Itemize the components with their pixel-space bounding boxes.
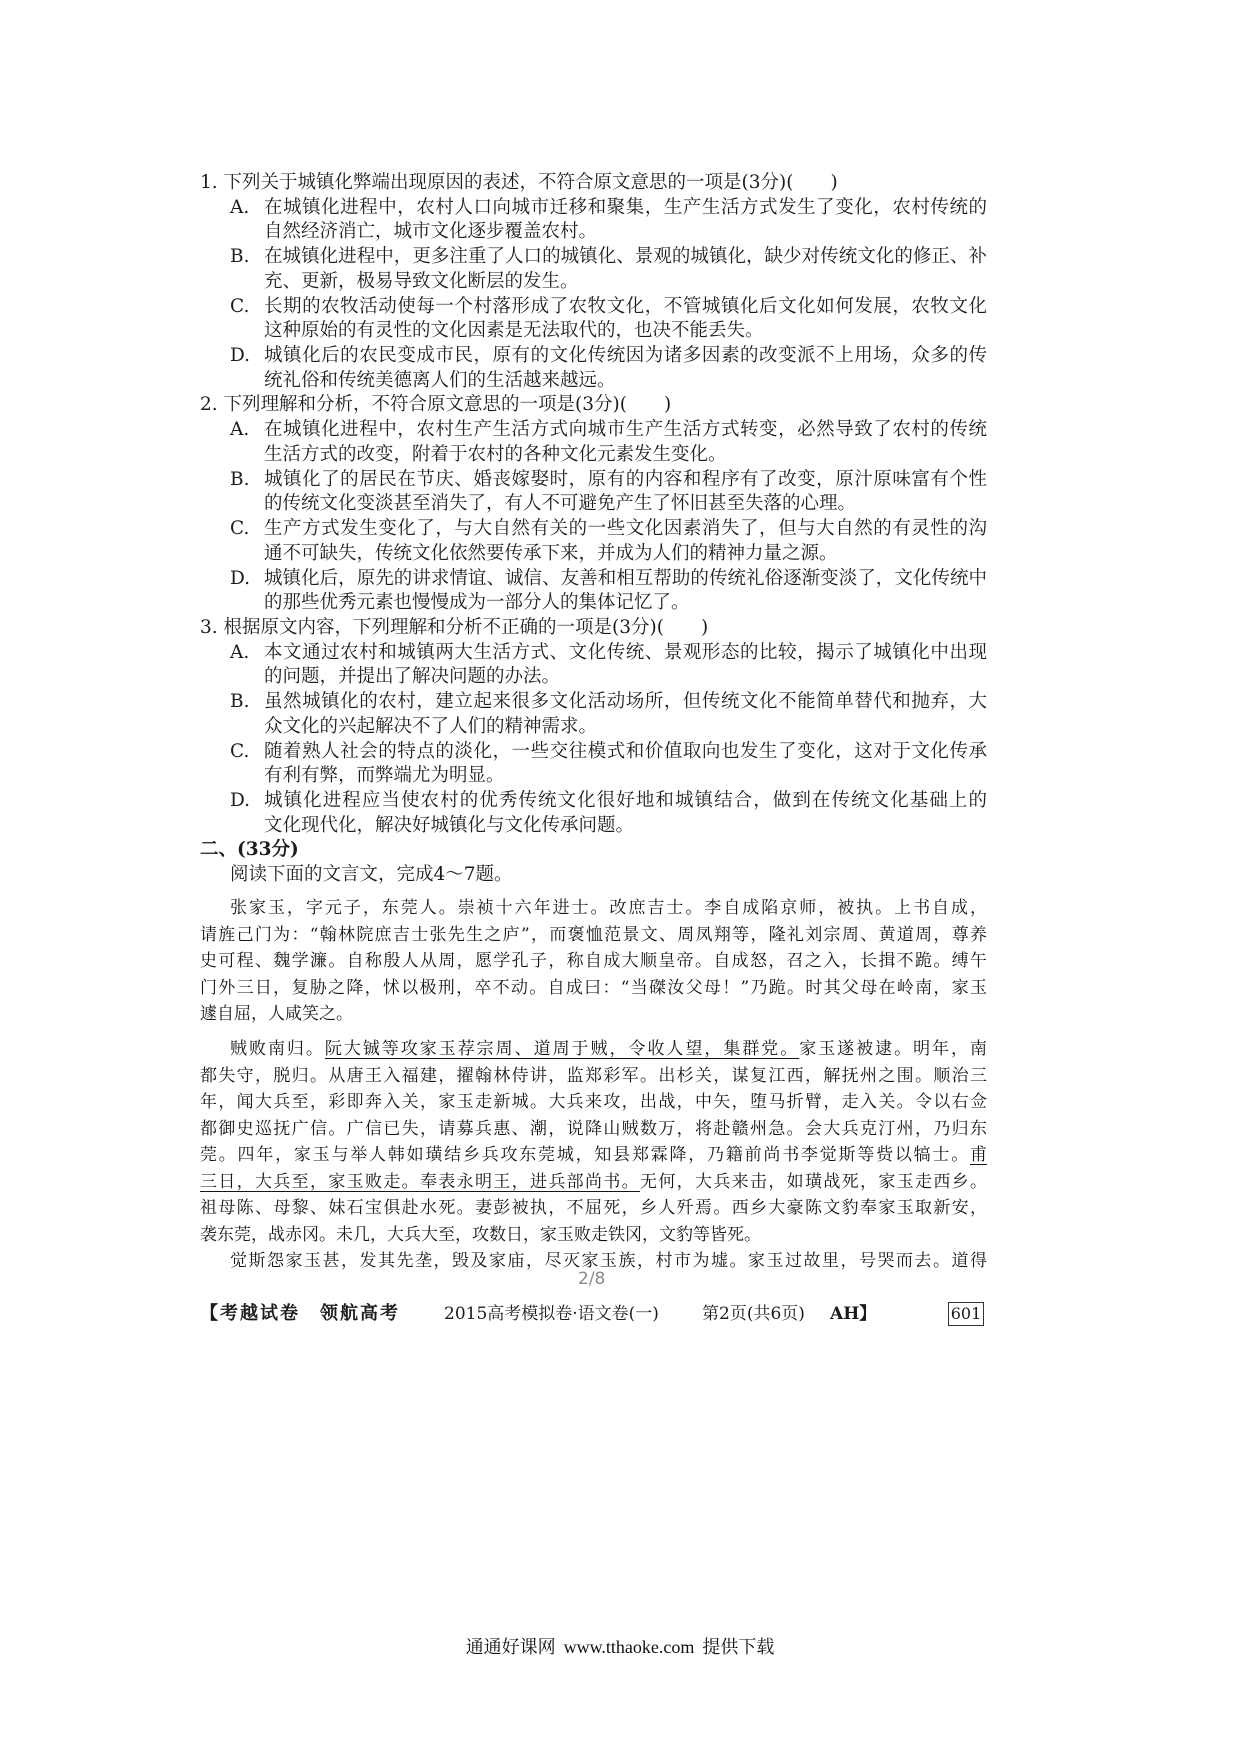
question-3-stem: 3. 根据原文内容，下列理解和分析不正确的一项是(3分)( ) <box>200 616 709 638</box>
footer-edition: AH】 <box>830 1304 877 1324</box>
footer-brand: 【考越试卷 领航高考 <box>200 1303 400 1324</box>
section-2-instruction: 阅读下面的文言文，完成4～7题。 <box>230 864 513 886</box>
option-line: 虽然城镇化的农村，建立起来很多文化活动场所，但传统文化不能简单替代和抛弃，大 <box>264 691 987 713</box>
option-label: A. <box>230 196 250 218</box>
passage-line: 觉斯怨家玉甚，发其先垄，毁及家庙，尽灭家玉族，村市为墟。家玉过故里，号哭而去。道得 <box>230 1251 987 1271</box>
option-line: 在城镇化进程中，农村人口向城市迁移和聚集，生产生活方式发生了变化，农村传统的 <box>264 196 987 218</box>
option-line: 的问题，并提出了解决问题的办法。 <box>264 666 561 688</box>
question-2-option-a <box>200 418 987 467</box>
option-line: 在城镇化进程中，更多注重了人口的城镇化、景观的城镇化，缺少对传统文化的修正、补 <box>264 246 987 268</box>
attribution-url: www.tthaoke.com <box>563 1637 695 1657</box>
passage-line: 都御史巡抚广信。广信已失，请募兵惠、潮，说降山贼数万，将赴赣州急。会大兵克汀州，乃归东 <box>200 1118 987 1139</box>
passage-paragraph-1 <box>200 895 987 1028</box>
option-line: 城镇化后，原先的讲求情谊、诚信、友善和相互帮助的传统礼俗逐渐变淡了，文化传统中 <box>264 567 987 589</box>
question-1-option-a <box>200 196 987 245</box>
passage-line: 史可程、魏学濂。自称殷人从周，愿学孔子，称自成大顺皇帝。自成怒，召之入，长揖不跪。缚午 <box>200 951 987 971</box>
question-3-option-c <box>200 740 987 789</box>
option-line: 通不可缺失，传统文化依然要传承下来，并成为人们的精神力量之源。 <box>264 542 838 564</box>
passage-line: 门外三日，复胁之降，怵以极刑，卒不动。自成曰：“当磔汝父母！”乃跪。时其父母在岭南，家玉 <box>200 977 987 998</box>
question-1-option-c <box>200 295 987 344</box>
question-3-option-b <box>200 690 987 739</box>
reading-questions <box>200 171 987 888</box>
option-line: 生产方式发生变化了，与大自然有关的一些文化因素消失了，但与大自然的有灵性的沟 <box>264 518 987 540</box>
question-2-option-b <box>200 468 987 517</box>
option-label: B. <box>230 691 250 713</box>
option-line: 城镇化进程应当使农村的优秀传统文化很好地和城镇结合，做到在传统文化基础上的 <box>264 789 987 811</box>
footer-title: 2015高考模拟卷·语文卷(一) <box>444 1304 659 1324</box>
passage-text: 莞。四年，家玉与举人韩如璜结乡兵攻东莞城，知县郑霖降，乃籍前尚书李觉斯等赀以犒士。 <box>200 1145 970 1165</box>
footer-page-info: 第2页(共6页) <box>702 1304 805 1324</box>
passage-line <box>200 1036 987 1063</box>
option-line: 长期的农牧活动使每一个村落形成了农牧文化，不管城镇化后文化如何发展，农牧文化 <box>264 295 987 317</box>
option-label: B. <box>230 246 250 268</box>
option-line: 城镇化后的农民变成市民，原有的文化传统因为诸多因素的改变派不上用场，众多的传 <box>264 345 987 367</box>
option-line: 的传统文化变淡甚至消失了，有人不可避免产生了怀旧甚至失落的心理。 <box>264 493 857 515</box>
option-label: D. <box>230 567 251 589</box>
question-2-option-d <box>200 567 987 616</box>
question-2-option-c <box>200 517 987 566</box>
passage-line: 祖母陈、母黎、妹石宝俱赴水死。妻彭被执，不屈死，乡人歼焉。西乡大豪陈文豹奉家玉取新安， <box>200 1198 987 1218</box>
download-attribution <box>0 1636 1240 1659</box>
question-2-stem: 2. 下列理解和分析，不符合原文意思的一项是(3分)( ) <box>200 394 672 416</box>
option-line: 随着熟人社会的特点的淡化，一些交往模式和价值取向也发生了变化，这对于文化传承 <box>264 740 987 762</box>
exam-footer <box>0 1302 1240 1326</box>
underlined-sentence: 甫 <box>970 1145 987 1165</box>
option-label: C. <box>230 295 250 317</box>
option-line: 在城镇化进程中，农村生产生活方式向城市生产生活方式转变，必然导致了农村的传统 <box>264 419 987 441</box>
passage-line: 请旌己门为：“翰林院庶吉士张先生之庐”，而褒恤范景文、周凤翔等，隆礼刘宗周、黄道周，尊养 <box>200 924 987 945</box>
passage-line: 年，闻大兵至，彩即奔入关，家玉走新城。大兵来攻，出战，中矢，堕马折臂，走入关。令以右佥 <box>200 1092 987 1112</box>
underlined-sentence: 三日，大兵至，家玉败走。奉表永明王，进兵部尚书。 <box>200 1171 640 1192</box>
question-3-option-d <box>200 789 987 838</box>
option-label: A. <box>230 419 250 441</box>
option-line: 充、更新，极易导致文化断层的发生。 <box>264 270 579 292</box>
option-line: 众文化的兴起解决不了人们的精神需求。 <box>264 715 598 737</box>
option-label: D. <box>230 789 251 811</box>
passage-line: 袭东莞，战赤冈。未几，大兵大至，攻数日，家玉败走铁冈，文豹等皆死。 <box>200 1224 761 1245</box>
passage-text: 贼败南归。 <box>230 1039 325 1059</box>
option-label: C. <box>230 518 250 540</box>
section-2-heading: 二、(33分) <box>200 839 299 861</box>
footer-code-box: 601 <box>948 1302 984 1326</box>
option-line: 这种原始的有灵性的文化因素是无法取代的，也决不能丢失。 <box>264 320 764 342</box>
question-1-option-d <box>200 344 987 393</box>
underlined-sentence: 阮大铖等攻家玉荐宗周、道周于贼，令收人望，集群党。 <box>324 1039 800 1059</box>
question-1-option-b <box>200 245 987 294</box>
passage-line: 遽自屈，人咸笑之。 <box>200 1004 353 1024</box>
option-label: C. <box>230 740 250 762</box>
option-line: 统礼俗和传统美德离人们的生活越来越远。 <box>264 369 616 391</box>
passage-line: 都失守，脱归。从唐王入福建，擢翰林侍讲，监郑彩军。出杉关，谋复江西，解抚州之围。顺治三 <box>200 1065 987 1086</box>
question-3-option-a <box>200 641 987 690</box>
option-label: D. <box>230 345 251 367</box>
attribution-site: 通通好课网 <box>465 1637 556 1658</box>
passage-line <box>200 1142 987 1169</box>
passage-text: 家玉遂被逮。明年，南 <box>799 1039 988 1059</box>
page-number: 2/8 <box>578 1269 606 1289</box>
option-label: B. <box>230 468 250 490</box>
option-line: 自然经济消亡，城市文化逐步覆盖农村。 <box>264 221 598 243</box>
option-line: 文化现代化，解决好城镇化与文化传承问题。 <box>264 814 635 836</box>
option-label: A. <box>230 641 250 663</box>
passage-paragraph-2 <box>200 1036 987 1248</box>
passage-text: 无何，大兵来击，如璜战死，家玉走西乡。 <box>640 1171 987 1192</box>
question-1-stem: 1. 下列关于城镇化弊端出现原因的表述，不符合原文意思的一项是(3分)( ) <box>200 172 838 193</box>
option-line: 有利有弊，而弊端尤为明显。 <box>264 765 505 787</box>
attribution-action: 提供下载 <box>702 1637 775 1658</box>
passage-line <box>200 1169 987 1196</box>
option-line: 生活方式的改变，附着于农村的各种文化元素发生变化。 <box>264 443 727 465</box>
option-line: 城镇化了的居民在节庆、婚丧嫁娶时，原有的内容和程序有了改变，原汁原味富有个性 <box>264 468 987 490</box>
option-line: 的那些优秀元素也慢慢成为一部分人的集体记忆了。 <box>264 592 690 614</box>
passage-line: 张家玉，字元子，东莞人。崇祯十六年进士。改庶吉士。李自成陷京师，被执。上书自成， <box>230 898 987 918</box>
option-line: 本文通过农村和城镇两大生活方式、文化传统、景观形态的比较，揭示了城镇化中出现 <box>264 641 987 663</box>
